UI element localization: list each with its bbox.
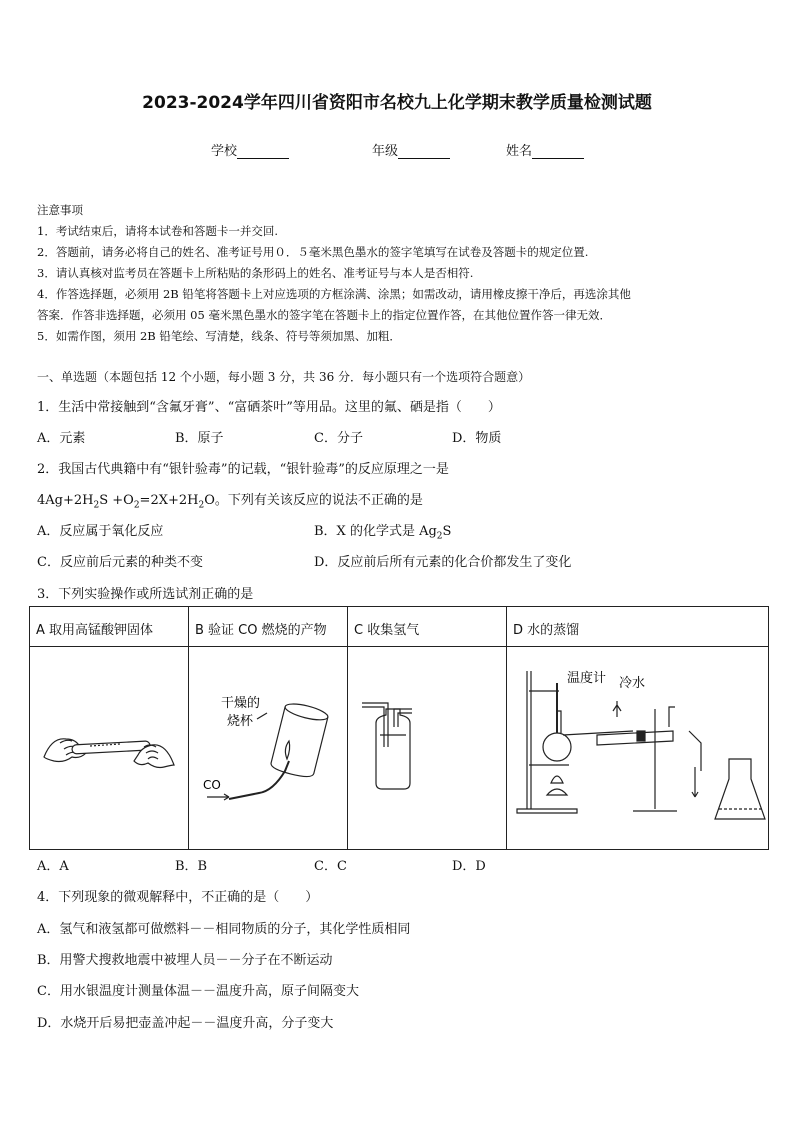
q3-figure-d [507, 647, 769, 850]
q2-stem: 2．我国古代典籍中有“银针验毒”的记载，“银针验毒”的反应原理之一是 [37, 462, 449, 477]
q2-option-c: C．反应前后元素的种类不变 [37, 555, 203, 570]
q3-figure-c [348, 647, 507, 850]
q1-option-b: B．原子 [175, 431, 224, 446]
q3-header-a: A 取用高锰酸钾固体 [30, 607, 189, 647]
q2-equation-line [37, 489, 423, 511]
co-combustion-figure [189, 647, 347, 845]
q2-option-b: B．X 的化学式是 $Ag_2S$ [314, 524, 452, 542]
q3-figure-a [30, 647, 189, 850]
test-tube-hands-figure [30, 647, 188, 845]
notes-heading: 注意事项 [37, 203, 83, 217]
q1-option-a: A．元素 [37, 431, 86, 446]
thermometer-label: 温度计 [567, 671, 607, 686]
q4-option-d: D．水烧开后易把壶盖冲起－－温度升高，分子变大 [37, 1016, 334, 1031]
q2-option-b-text: B．X 的化学式是 Ag [314, 524, 437, 539]
school-label: 学校 [211, 144, 238, 159]
q3-option-d: D．D [452, 859, 486, 874]
grade-field [372, 140, 450, 159]
q3-figure-b [189, 647, 348, 850]
q3-header-c: C 收集氢气 [348, 607, 507, 647]
q4-option-b: B．用警犬搜救地震中被埋人员－－分子在不断运动 [37, 953, 333, 968]
grade-label: 年级 [372, 144, 399, 159]
q3-option-b: B．B [175, 859, 208, 874]
q3-header-b: B 验证 CO 燃烧的产物 [189, 607, 348, 647]
q4-option-c: C．用水银温度计测量体温－－温度升高，原子间隔变大 [37, 984, 359, 999]
q4-stem: 4．下列现象的微观解释中，不正确的是（ ） [37, 890, 319, 905]
name-blank [532, 146, 584, 159]
q3-option-a: A．A [37, 859, 69, 874]
q3-option-c: C．C [314, 859, 347, 874]
q2-option-d: D．反应前后所有元素的化合价都发生了变化 [314, 555, 572, 570]
q1-option-d: D．物质 [452, 431, 502, 446]
notes-item: 4．作答选择题，必须用 2B 铅笔将答题卡上对应选项的方框涂满、涂黑；如需改动，请用橡皮擦干净后，再选涂其他 [37, 287, 631, 301]
q2-equation: $4Ag+2H_2S +O_2=2X+2H_2O$ [37, 493, 215, 511]
q3-table [29, 606, 769, 850]
q1-option-c: C．分子 [314, 431, 363, 446]
q2-equation-tail: 。下列有关该反应的说法不正确的是 [214, 493, 423, 508]
q1-stem: 1．生活中常接触到“含氟牙膏”、“富硒茶叶”等用品。这里的氟、硒是指（ ） [37, 400, 501, 415]
name-field [506, 140, 584, 159]
name-label: 姓名 [506, 144, 533, 159]
q4-option-a: A．氢气和液氢都可做燃料－－相同物质的分子，其化学性质相同 [37, 922, 411, 937]
q3-stem: 3．下列实验操作或所选试剂正确的是 [37, 587, 254, 602]
section-heading: 一、单选题（本题包括 12 个小题，每小题 3 分，共 36 分．每小题只有一个选项符合题意） [37, 370, 531, 384]
notes-item: 答案．作答非选择题，必须用 05 毫米黑色墨水的签字笔在答题卡上的指定位置作答，在其他位置作答一律无效． [37, 308, 611, 322]
notes-item: 2．答题前，请务必将自己的姓名、准考证号用０．５毫米黑色墨水的签字笔填写在试卷及答题卡的规定位置. [37, 245, 589, 259]
school-field [211, 140, 289, 159]
q2-option-a: A．反应属于氧化反应 [37, 524, 164, 539]
q3-header-d: D 水的蒸馏 [507, 607, 769, 647]
dry-beaker-label-1: 干燥的 [221, 696, 261, 711]
notes-item: 1．考试结束后，请将本试卷和答题卡一并交回. [37, 224, 278, 238]
notes-item: 5．如需作图，须用 2B 铅笔绘、写清楚，线条、符号等须加黑、加粗． [37, 329, 401, 343]
cold-water-label: 冷水 [619, 676, 646, 691]
school-blank [237, 146, 289, 159]
distillation-figure [507, 647, 768, 845]
notes-item: 3．请认真核对监考员在答题卡上所粘贴的条形码上的姓名、准考证号与本人是否相符. [37, 266, 474, 280]
grade-blank [398, 146, 450, 159]
notes-block [37, 200, 631, 347]
gas-bottle-figure [348, 647, 506, 845]
co-label: CO [203, 778, 221, 792]
dry-beaker-label-2: 烧杯 [227, 714, 254, 729]
page-title: 2023-2024学年四川省资阳市名校九上化学期末教学质量检测试题 [142, 93, 652, 113]
